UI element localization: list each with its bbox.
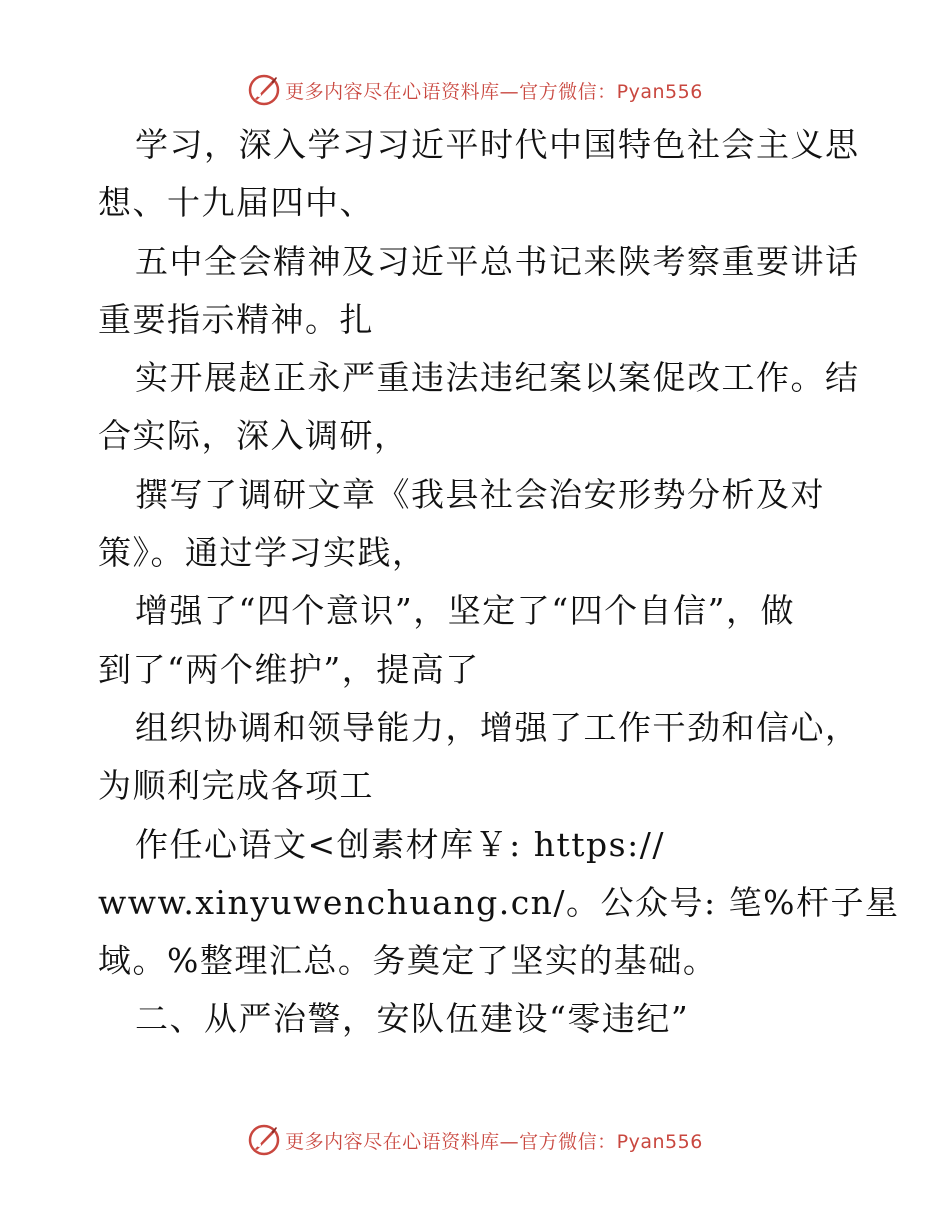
footer-text xyxy=(285,1127,703,1154)
header-contact-text: 官方微信：Pyan556 xyxy=(519,80,703,103)
body-line: 为顺利完成各项工 xyxy=(98,766,374,806)
footer-contact-text: 官方微信：Pyan556 xyxy=(519,1130,703,1153)
body-line: www.xinyuwenchuang.cn/。公众号: 笔%杆子星 xyxy=(98,882,900,922)
body-line: 组织协调和领导能力，增强了工作干劲和信心， xyxy=(135,707,860,747)
body-line: 到了“两个维护”，提高了 xyxy=(98,649,480,689)
body-line: 实开展赵正永严重违法违纪案以案促改工作。结 xyxy=(135,358,860,398)
quill-pen-logo-icon xyxy=(247,1123,281,1157)
body-line: 合实际，深入调研， xyxy=(98,416,409,456)
body-line: 重要指示精神。扎 xyxy=(98,299,374,339)
body-line: 五中全会精神及习近平总书记来陕考察重要讲话 xyxy=(135,241,860,281)
header-text xyxy=(285,77,703,104)
footer-brand-text: 更多内容尽在心语资料库 xyxy=(285,1130,500,1153)
body-line: 撰写了调研文章《我县社会治安形势分析及对 xyxy=(135,474,825,514)
footer-separator: — xyxy=(499,1130,520,1153)
page-header xyxy=(0,70,950,110)
body-line: 域。%整理汇总。务奠定了坚实的基础。 xyxy=(98,941,718,981)
body-line: 想、十九届四中、 xyxy=(98,183,374,223)
body-line: 学习，深入学习习近平时代中国特色社会主义思 xyxy=(135,125,860,164)
body-line: 策》。通过学习实践， xyxy=(98,533,427,573)
page-footer xyxy=(0,1120,950,1160)
body-line: 增强了“四个意识”，坚定了“四个自信”，做 xyxy=(135,591,795,631)
header-separator: — xyxy=(499,80,520,103)
header-brand xyxy=(247,73,703,107)
header-brand-text: 更多内容尽在心语资料库 xyxy=(285,80,500,103)
quill-pen-logo-icon xyxy=(247,73,281,107)
body-line: 作任心语文<创素材库￥: https:// xyxy=(135,824,665,864)
body-line: 二、从严治警，安队伍建设“零违纪” xyxy=(135,999,690,1039)
document-body xyxy=(98,116,900,1049)
footer-brand xyxy=(247,1123,703,1157)
